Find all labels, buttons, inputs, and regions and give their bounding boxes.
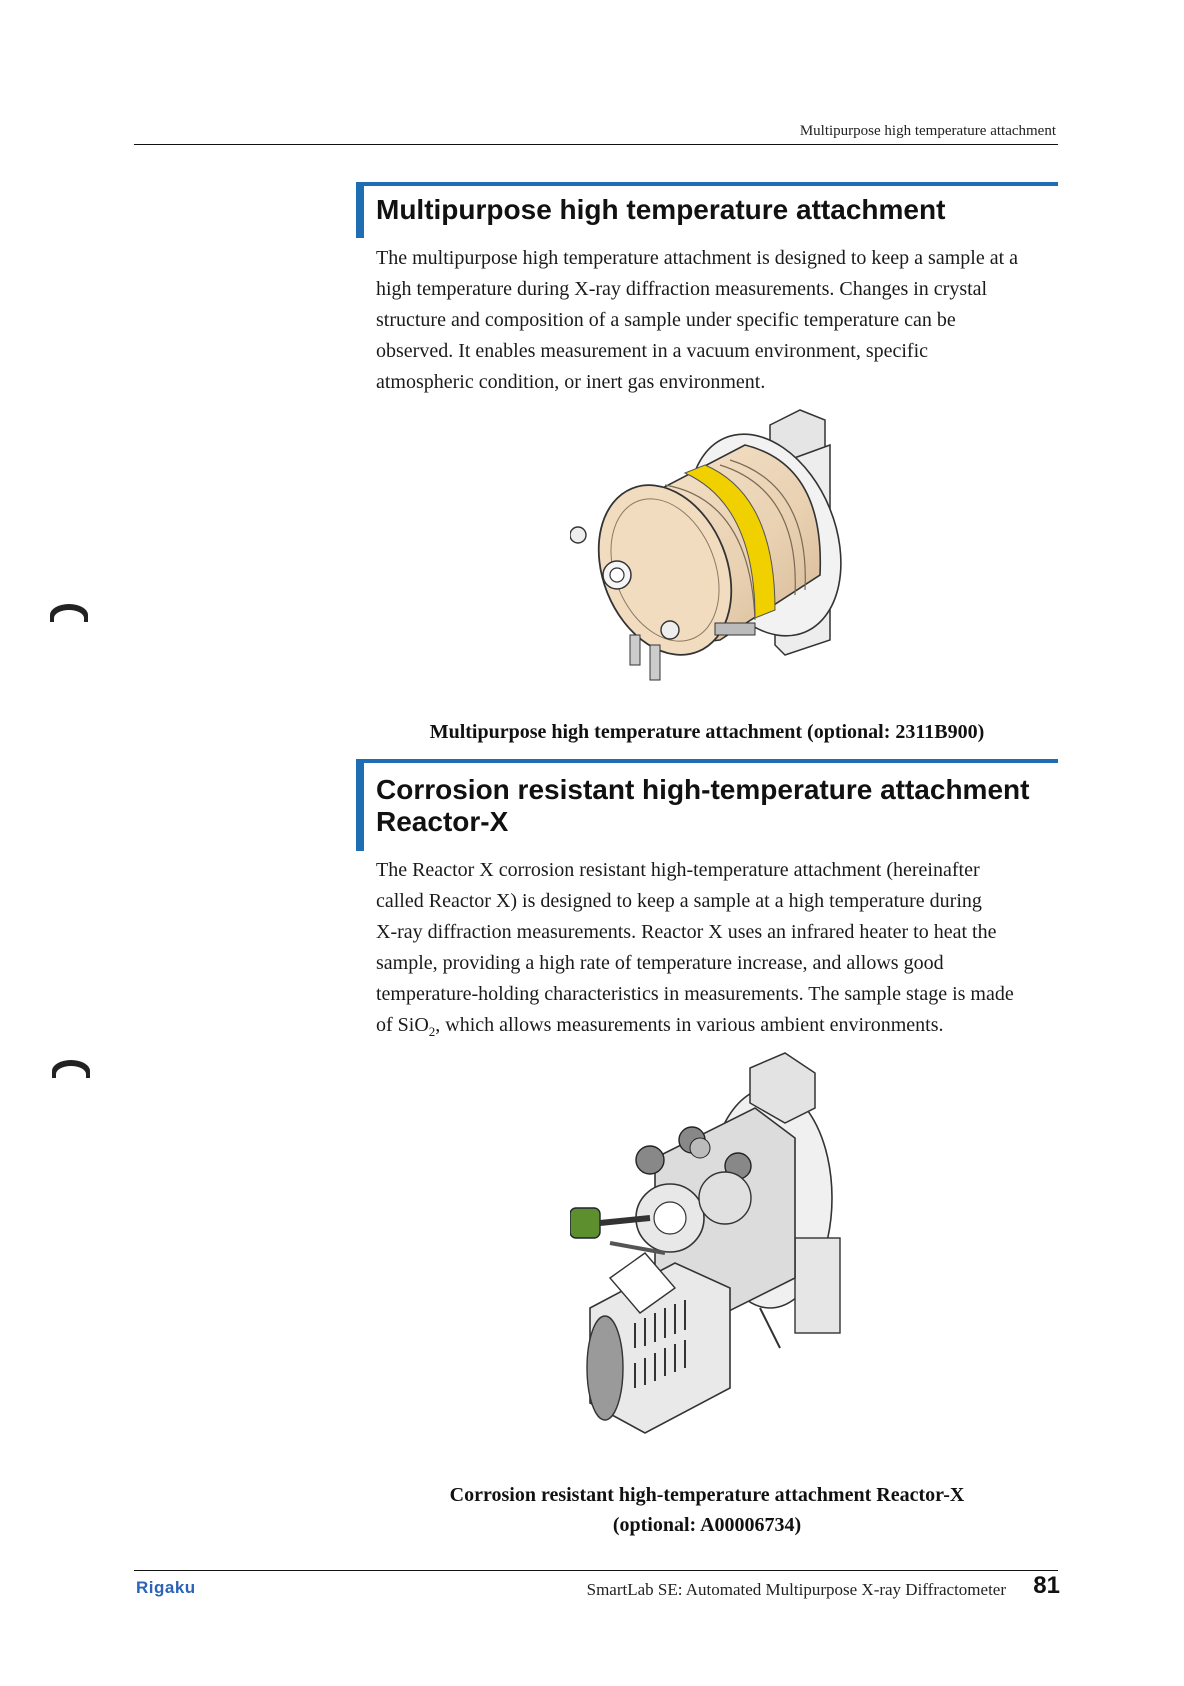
paragraph-line: atmospheric condition, or inert gas environment. (376, 371, 766, 393)
line-suffix: , which allows measurements in various ambient environments. (435, 1014, 944, 1036)
caption-line: (optional: A00006734) (612, 1514, 802, 1536)
caption-line: Corrosion resistant high-temperature attachment Reactor-X (449, 1484, 965, 1506)
reactor-x-illustration (570, 1048, 870, 1468)
paragraph-line: sample, providing a high rate of temperature increase, and allows good (376, 952, 944, 974)
section-1-paragraph (376, 243, 1056, 398)
punch-hole-top (50, 604, 88, 622)
paragraph-line: high temperature during X-ray diffraction measurements. Changes in crystal (376, 278, 988, 300)
section-1-rule (356, 182, 1058, 186)
paragraph-line: The multipurpose high temperature attachment is designed to keep a sample at a (376, 247, 1019, 269)
section-1-title: Multipurpose high temperature attachment (376, 194, 946, 225)
section-2-rule (356, 759, 1058, 763)
section-2-title-line: Corrosion resistant high-temperature attachment (376, 774, 1030, 805)
high-temperature-attachment-illustration (570, 405, 880, 701)
section-2-paragraph (376, 855, 1056, 1047)
paragraph-line: The Reactor X corrosion resistant high-temperature attachment (hereinafter (376, 859, 980, 881)
footer-title: SmartLab SE: Automated Multipurpose X-ray Diffractometer (586, 1580, 1006, 1599)
section-2-bar (356, 759, 364, 851)
paragraph-line (376, 1010, 1056, 1047)
footer-rule (134, 1570, 1058, 1571)
subscript: 2 (428, 1024, 436, 1039)
line-prefix: of SiO (376, 1014, 429, 1036)
page-number: 81 (1033, 1572, 1060, 1599)
paragraph-line: temperature-holding characteristics in measurements. The sample stage is made (376, 983, 1014, 1005)
running-header: Multipurpose high temperature attachment (799, 123, 1056, 139)
rigaku-logo: Rigaku (136, 1578, 196, 1597)
section-2-title (376, 774, 1056, 838)
paragraph-line: called Reactor X) is designed to keep a sample at a high temperature during (376, 890, 982, 912)
figure-1-caption: Multipurpose high temperature attachment (optional: 2311B900) (429, 721, 985, 743)
section-1-bar (356, 182, 364, 238)
paragraph-line: X-ray diffraction measurements. Reactor X uses an infrared heater to heat the (376, 921, 997, 943)
section-2-title-line: Reactor-X (376, 806, 509, 837)
paragraph-line: structure and composition of a sample under specific temperature can be (376, 309, 956, 331)
punch-hole-bottom (52, 1060, 90, 1078)
paragraph-line: observed. It enables measurement in a vacuum environment, specific (376, 340, 929, 362)
header-rule (134, 144, 1058, 145)
figure-2-caption (356, 1480, 1058, 1540)
